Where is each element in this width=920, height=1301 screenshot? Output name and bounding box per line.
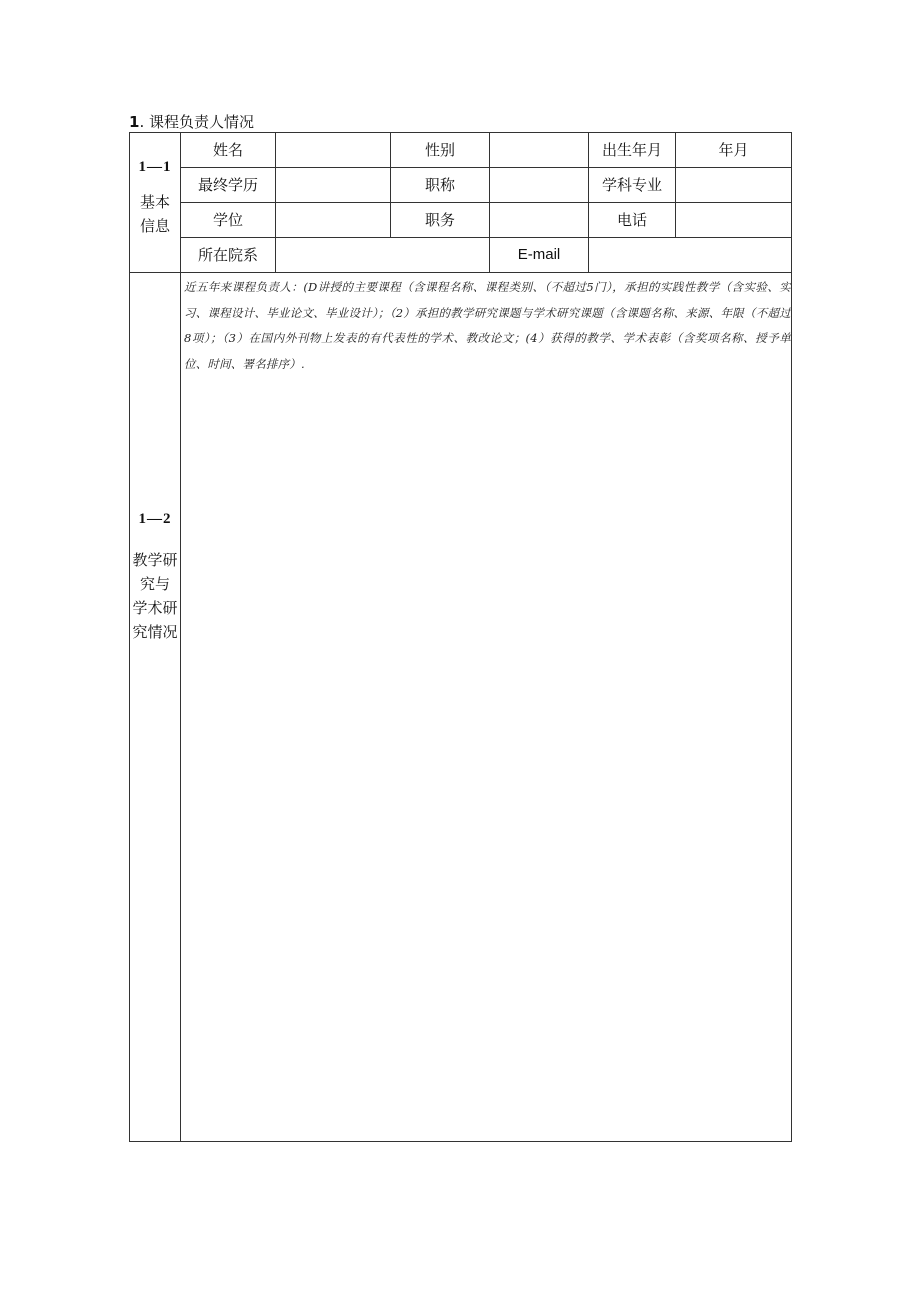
label-position: 职务 bbox=[391, 203, 490, 238]
research-instructions: 近五年来课程负责人：(D讲授的主要课程（含课程名称、课程类别、（不超过5门），承担的实践性教学（含实验、实习、课程设计、毕业论文、毕业设计）；（2）承担的教学研究课题与学术研究课题（含课题名称、来源、年限（不超过8项）；（3）在国内外刊物上发表的有代表性的学术、教改论文；(4）获得的教学、学术表彰（含奖项名称、授予单位、时间、署名排序）. bbox=[184, 280, 791, 371]
basic-info-category bbox=[130, 133, 181, 273]
basic-info-label: 基本信息 bbox=[139, 192, 170, 235]
label-phone: 电话 bbox=[589, 203, 676, 238]
section-number: 1 bbox=[129, 113, 140, 131]
research-label-line-3: 学术研 bbox=[132, 599, 178, 617]
label-title: 职称 bbox=[391, 168, 490, 203]
input-department[interactable] bbox=[276, 238, 490, 273]
label-birth: 出生年月 bbox=[589, 133, 676, 168]
label-degree: 学位 bbox=[181, 203, 276, 238]
label-department: 所在院系 bbox=[181, 238, 276, 273]
input-birth[interactable]: 年月 bbox=[676, 133, 792, 168]
input-email[interactable] bbox=[589, 238, 792, 273]
research-label-line-2: 究与 bbox=[139, 575, 170, 593]
row-department bbox=[130, 238, 792, 273]
input-major[interactable] bbox=[676, 168, 792, 203]
research-code: 1—2 bbox=[138, 511, 172, 527]
input-position[interactable] bbox=[490, 203, 589, 238]
section-title-text: . 课程负责人情况 bbox=[139, 113, 254, 131]
label-email: E-mail bbox=[490, 238, 589, 273]
research-label-line-1: 教学研 bbox=[132, 551, 178, 569]
label-major: 学科专业 bbox=[589, 168, 676, 203]
input-degree[interactable] bbox=[276, 203, 391, 238]
row-research bbox=[130, 273, 792, 1142]
research-content-area[interactable] bbox=[181, 273, 792, 1142]
row-education bbox=[130, 168, 792, 203]
responsible-person-form bbox=[129, 132, 792, 1142]
input-gender[interactable] bbox=[490, 133, 589, 168]
input-phone[interactable] bbox=[676, 203, 792, 238]
research-label-line-4: 究情况 bbox=[132, 623, 178, 641]
label-education: 最终学历 bbox=[181, 168, 276, 203]
row-degree bbox=[130, 203, 792, 238]
research-category bbox=[130, 273, 181, 1142]
input-education[interactable] bbox=[276, 168, 391, 203]
basic-info-code: 1—1 bbox=[138, 158, 172, 175]
label-gender: 性别 bbox=[391, 133, 490, 168]
input-name[interactable] bbox=[276, 133, 391, 168]
section-title bbox=[129, 113, 254, 131]
row-name bbox=[130, 133, 792, 168]
label-name: 姓名 bbox=[181, 133, 276, 168]
input-title[interactable] bbox=[490, 168, 589, 203]
